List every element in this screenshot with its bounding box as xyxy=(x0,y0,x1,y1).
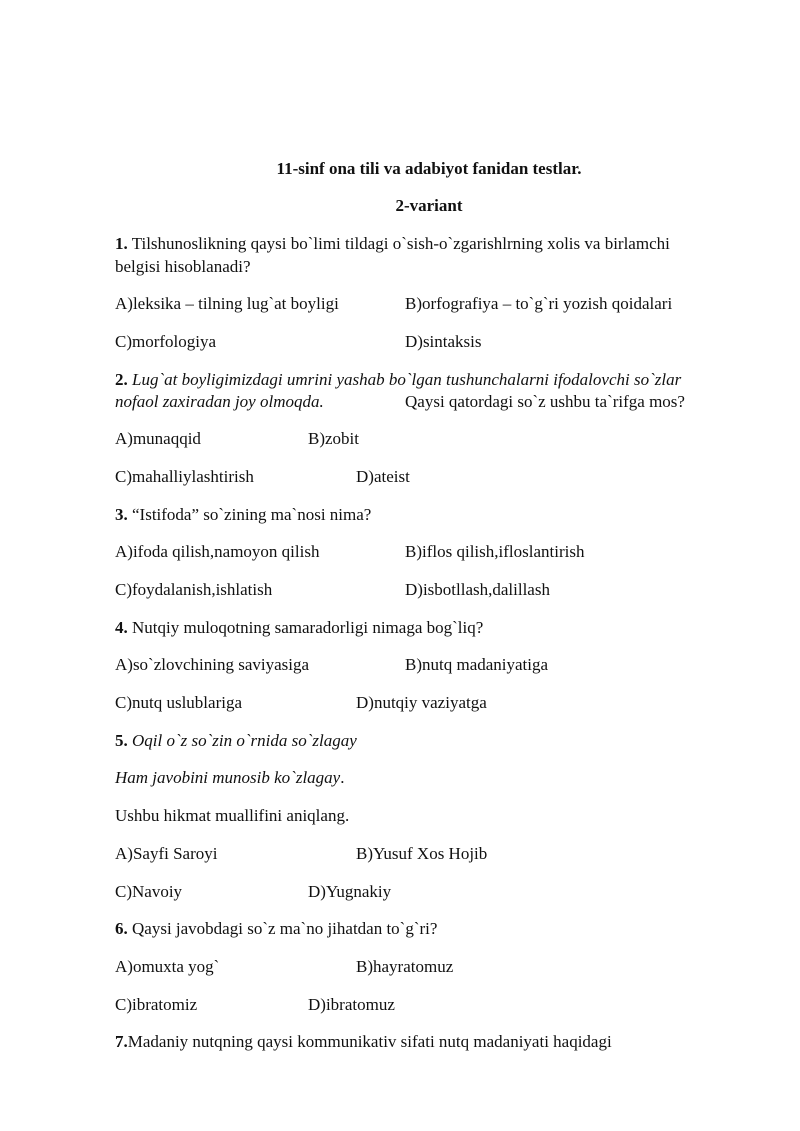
question-text: Lug`at boyligimizdagi umrini yashab bo`lgan tushunchalarni ifodalovchi so`zlar xyxy=(127,370,682,389)
question-5 xyxy=(115,730,357,752)
option-d: D)ateist xyxy=(356,467,410,486)
question-1 xyxy=(115,233,670,255)
option-d: D)Yugnakiy xyxy=(308,882,392,901)
question-1-continuation: belgisi hisoblanadi? xyxy=(115,257,251,276)
question-number: 7. xyxy=(115,1032,128,1051)
variant-heading: 2-variant xyxy=(395,196,463,215)
option-c: C)ibratomiz xyxy=(115,995,198,1014)
question-number: 6. xyxy=(115,919,128,938)
question-text: Madaniy nutqning qaysi kommunikativ sifati nutq madaniyati haqidagi xyxy=(127,1032,612,1051)
option-d: D)nutqiy vaziyatga xyxy=(356,693,487,712)
option-a: A)Sayfi Saroyi xyxy=(115,844,218,863)
question-text: Qaysi javobdagi so`z ma`no jihatdan to`g`ri? xyxy=(127,919,438,938)
option-a: A)omuxta yog` xyxy=(115,957,220,976)
question-text: “Istifoda” so`zining ma`nosi nima? xyxy=(127,505,372,524)
option-c: C)Navoiy xyxy=(115,882,183,901)
question-number: 1. xyxy=(115,234,128,253)
question-number: 3. xyxy=(115,505,128,524)
question-text-italic: nofaol zaxiradan joy olmoqda. xyxy=(115,392,324,411)
option-a: A)leksika – tilning lug`at boyligi xyxy=(115,294,339,313)
option-b: B)orfografiya – to`g`ri yozish qoidalari xyxy=(405,294,673,313)
question-text: Nutqiy muloqotning samaradorligi nimaga bog`liq? xyxy=(127,618,484,637)
option-a: A)so`zlovchining saviyasiga xyxy=(115,655,310,674)
question-2-prompt: Qaysi qatordagi so`z ushbu ta`rifga mos? xyxy=(405,392,685,411)
verse-period: . xyxy=(340,768,345,787)
option-d: D)sintaksis xyxy=(405,332,482,351)
question-text: Oqil o`z so`zin o`rnida so`zlagay xyxy=(127,731,357,750)
option-d: D)isbotllash,dalillash xyxy=(405,580,550,599)
option-b: B)zobit xyxy=(308,429,359,448)
document-title: 11-sinf ona tili va adabiyot fanidan testlar. xyxy=(276,159,582,178)
option-b: B)iflos qilish,ifloslantirish xyxy=(405,542,585,561)
option-c: C)morfologiya xyxy=(115,332,217,351)
question-number: 2. xyxy=(115,370,128,389)
question-5-verse-line xyxy=(115,767,344,789)
question-3 xyxy=(115,504,371,526)
option-b: B)nutq madaniyatiga xyxy=(405,655,549,674)
option-b: B)hayratomuz xyxy=(356,957,454,976)
option-c: C)mahalliylashtirish xyxy=(115,467,254,486)
question-2 xyxy=(115,369,681,391)
option-c: C)nutq uslublariga xyxy=(115,693,243,712)
question-number: 5. xyxy=(115,731,128,750)
question-5-prompt: Ushbu hikmat muallifini aniqlang. xyxy=(115,806,350,825)
question-text: Tilshunoslikning qaysi bo`limi tildagi o`sish-o`zgarishlrning xolis va birlamchi xyxy=(127,234,670,253)
question-number: 4. xyxy=(115,618,128,637)
question-7 xyxy=(115,1031,612,1053)
question-2-continuation xyxy=(115,391,324,413)
option-a: A)munaqqid xyxy=(115,429,201,448)
option-c: C)foydalanish,ishlatish xyxy=(115,580,273,599)
option-b: B)Yusuf Xos Hojib xyxy=(356,844,488,863)
option-a: A)ifoda qilish,namoyon qilish xyxy=(115,542,320,561)
question-4 xyxy=(115,617,483,639)
option-d: D)ibratomuz xyxy=(308,995,395,1014)
question-6 xyxy=(115,918,437,940)
verse-text: Ham javobini munosib ko`zlagay xyxy=(115,768,341,787)
